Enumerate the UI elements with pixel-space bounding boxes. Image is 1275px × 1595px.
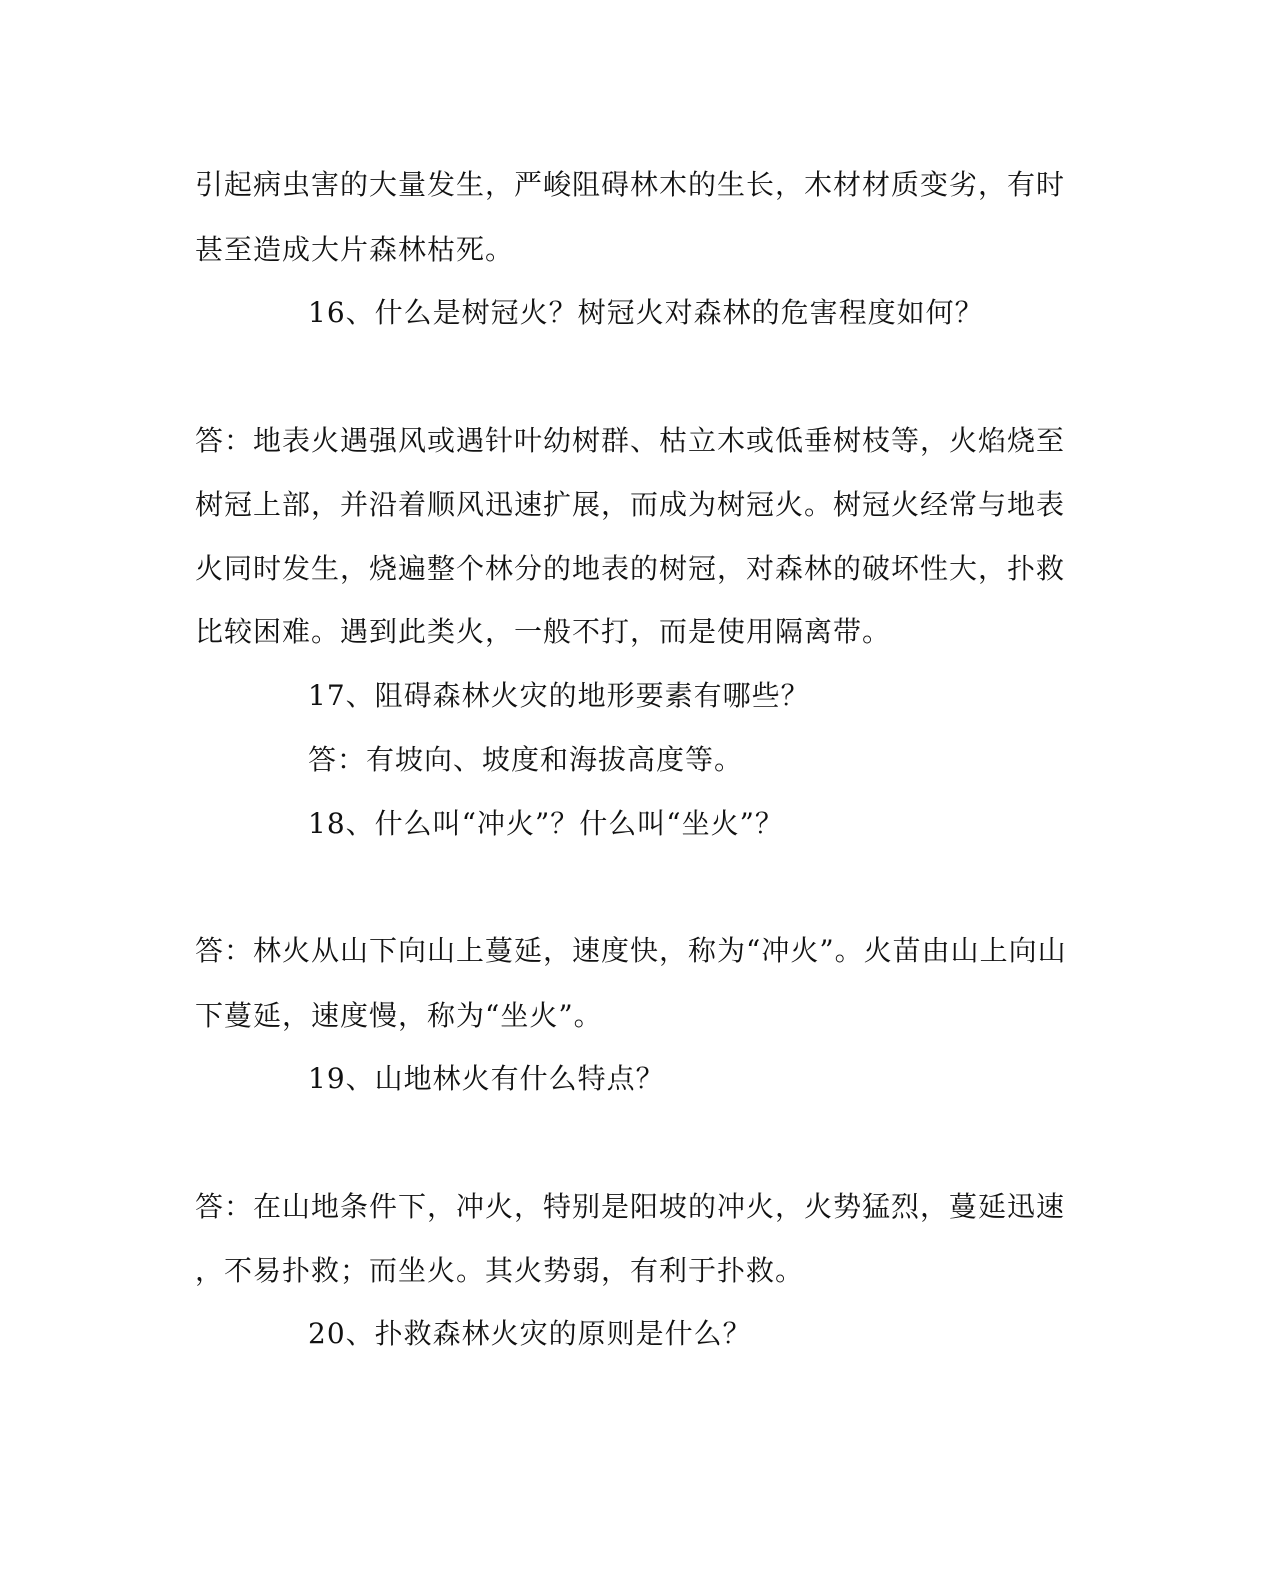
answer-line: 答：林火从山下向山上蔓延，速度快，称为“冲火”。火苗由山上向山 [195, 934, 1067, 967]
question-19: 19、山地林火有什么特点？ [308, 1062, 665, 1095]
question-18: 18、什么叫“冲火”？什么叫“坐火”？ [308, 807, 784, 840]
answer-line: 下蔓延，速度慢，称为“坐火”。 [195, 999, 603, 1032]
answer-line: 答：在山地条件下，冲火，特别是阳坡的冲火，火势猛烈，蔓延迅速 [195, 1190, 1066, 1223]
answer-line: ，不易扑救；而坐火。其火势弱，有利于扑救。 [195, 1254, 805, 1287]
question-17: 17、阻碍森林火灾的地形要素有哪些？ [308, 679, 810, 712]
answer-line: 答：地表火遇强风或遇针叶幼树群、枯立木或低垂树枝等，火焰烧至 [195, 424, 1066, 457]
answer-line: 树冠上部，并沿着顺风迅速扩展，而成为树冠火。树冠火经常与地表 [195, 488, 1066, 521]
answer-line: 比较困难。遇到此类火，一般不打，而是使用隔离带。 [195, 615, 892, 648]
question-16: 16、什么是树冠火？树冠火对森林的危害程度如何？ [308, 296, 984, 329]
question-20: 20、扑救森林火灾的原则是什么？ [308, 1317, 752, 1350]
paragraph-line: 甚至造成大片森林枯死。 [195, 233, 515, 266]
answer-line: 火同时发生，烧遍整个林分的地表的树冠，对森林的破坏性大，扑救 [195, 552, 1066, 585]
paragraph-line: 引起病虫害的大量发生，严峻阻碍林木的生长，木材材质变劣，有时 [195, 168, 1066, 201]
answer-17: 答：有坡向、坡度和海拔高度等。 [308, 743, 744, 776]
